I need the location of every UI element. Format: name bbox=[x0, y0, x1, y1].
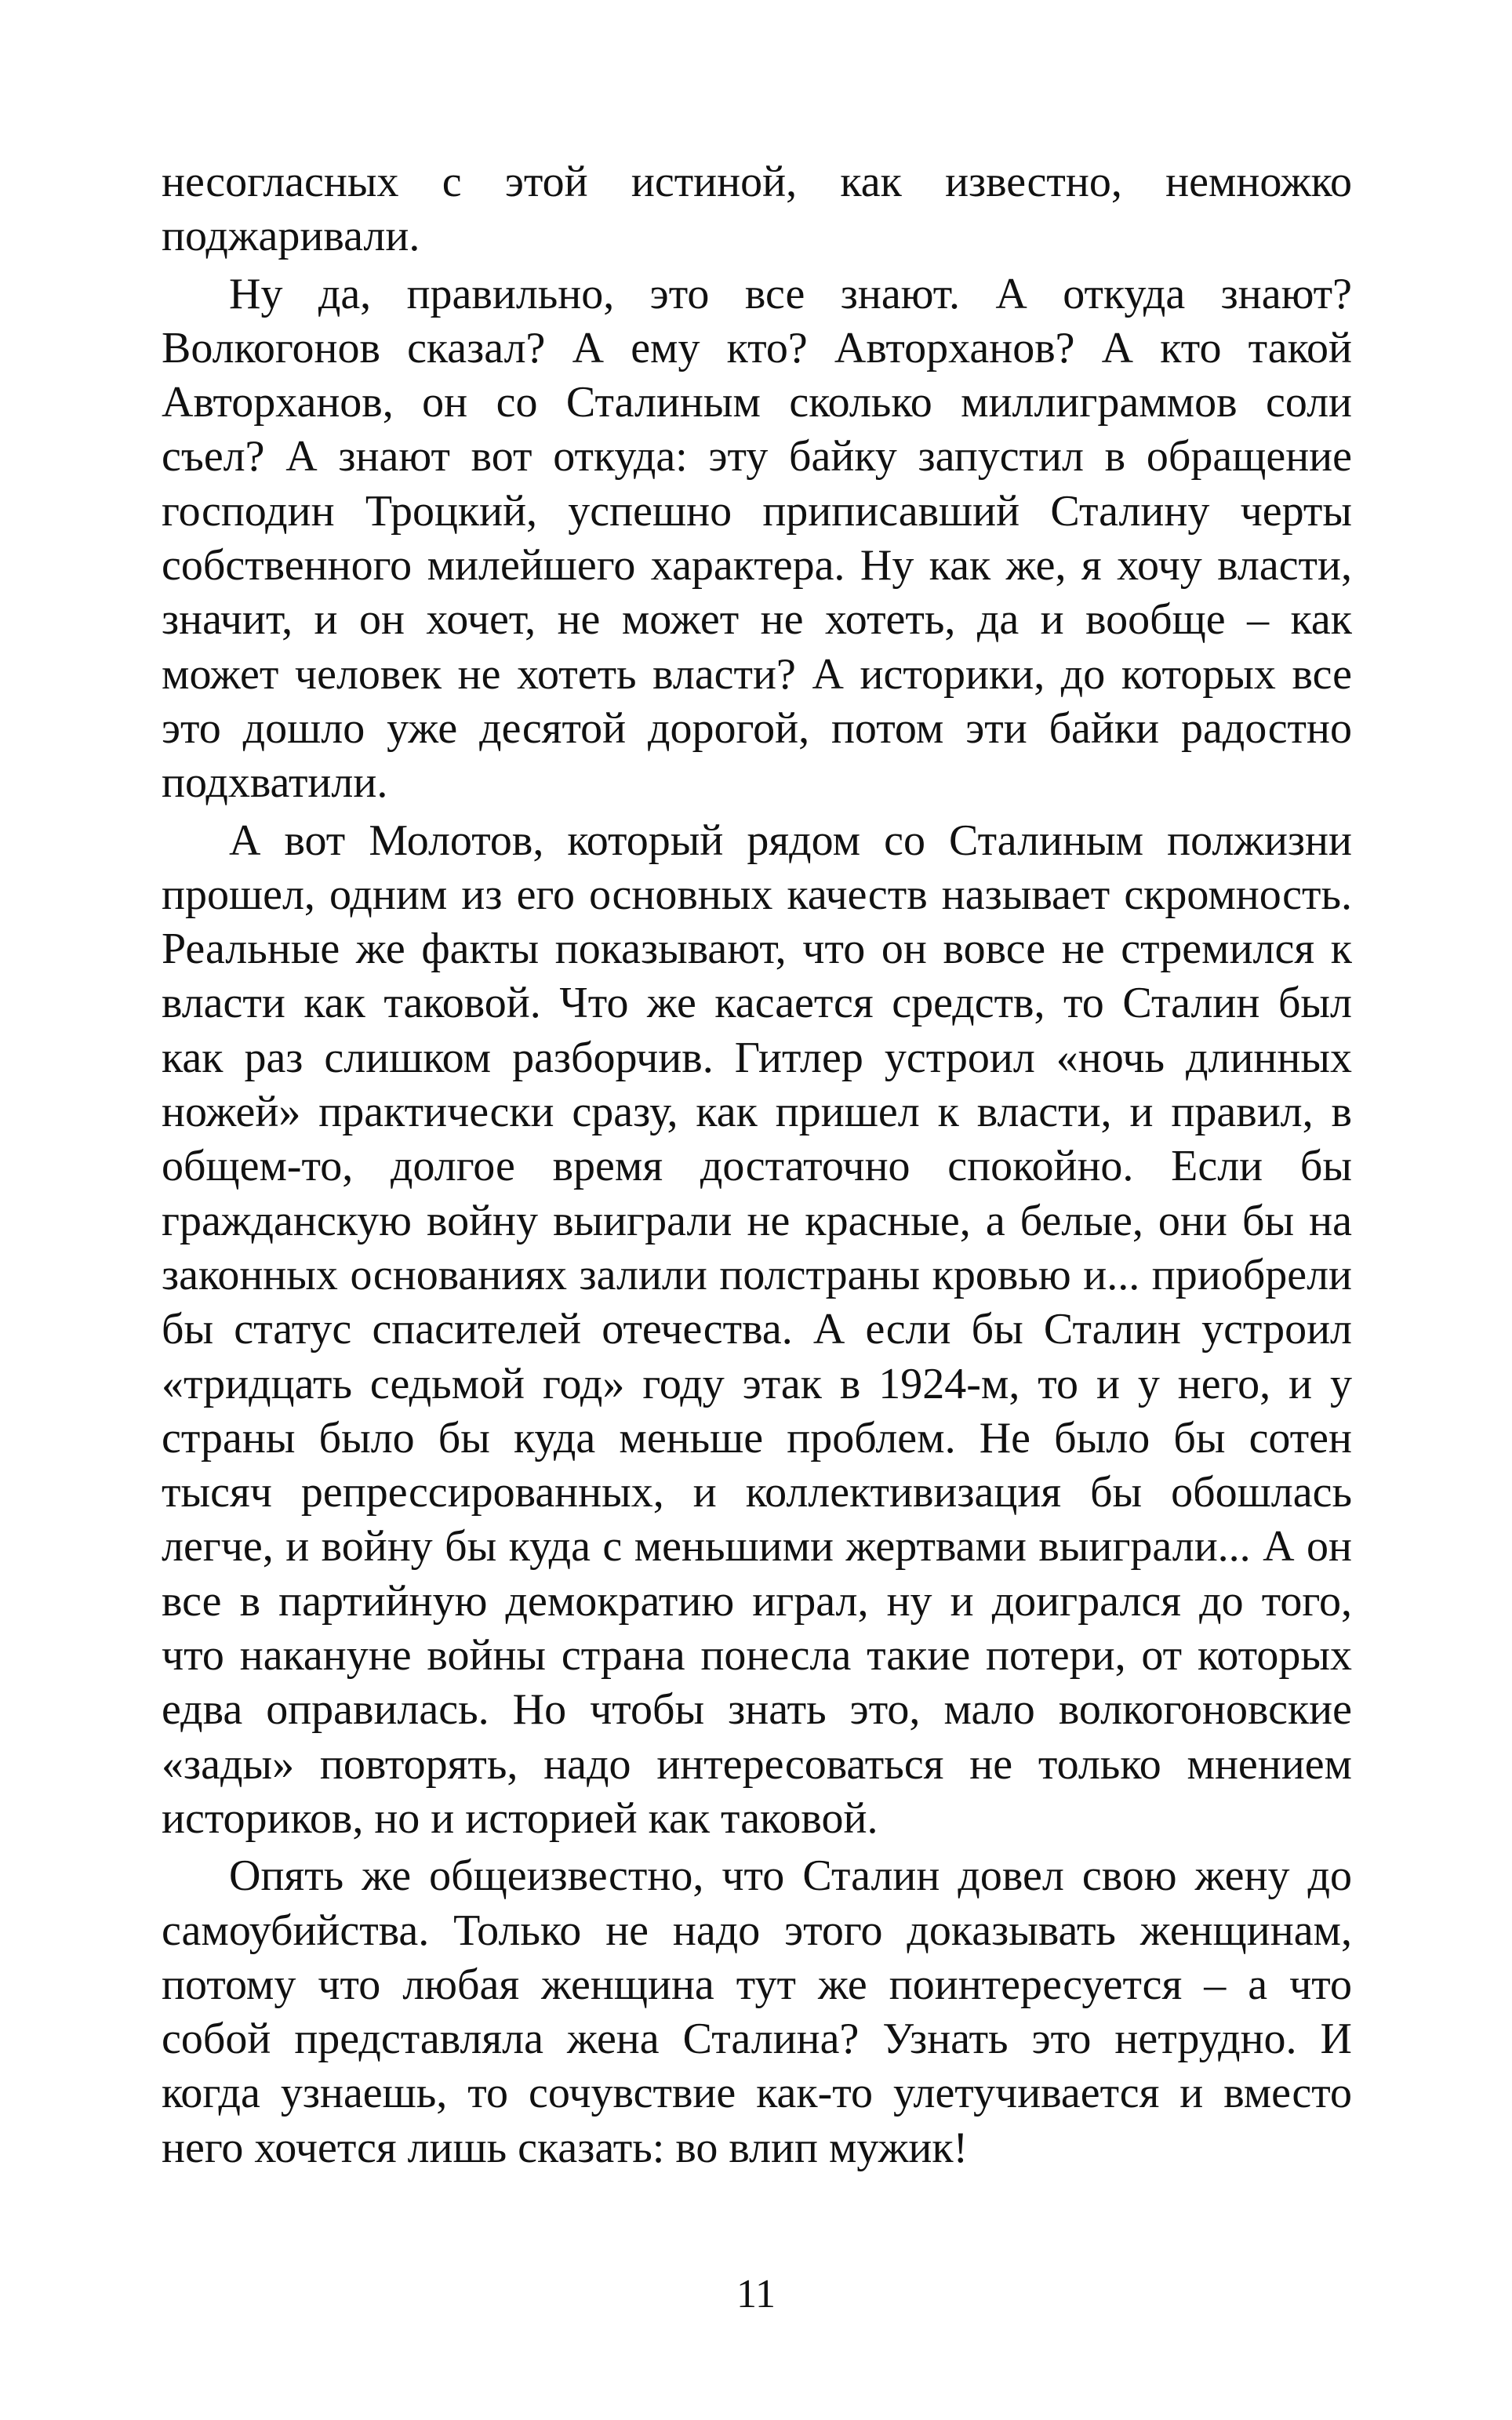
body-text bbox=[162, 155, 1352, 2175]
page-number: 11 bbox=[736, 2272, 776, 2316]
paragraph-2: Ну да, правильно, это все знают. А откуда знают? Волкогонов сказал? А ему кто? Авторханов? А кто такой Авторханов, он со Сталиным сколько миллиграммов соли съел? А знают вот откуда: эту байку запустил в обращение господин Троцкий, успешно приписавший Сталину черты собственного милейшего характера. Ну как же, я хочу власти, значит, и он хочет, не может не хотеть, да и вообще – как может человек не хотеть власти? А историки, до которых все это дошло уже десятой дорогой, потом эти байки радостно подхватили. bbox=[162, 269, 1352, 808]
paragraph-3: А вот Молотов, который рядом со Сталиным полжизни прошел, одним из его основных качеств называет скромность. Реальные же факты показывают, что он вовсе не стремился к власти как таковой. Что же касается средств, то Сталин был как раз слишком разборчив. Гитлер устроил «ночь длинных ножей» практически сразу, как пришел к власти, и правил, в общем-то, долгое время достаточно спокойно. Если бы гражданскую войну выиграли не красные, а белые, они бы на законных основаниях залили полстраны кровью и... приобрели бы статус спасителей отечества. А если бы Сталин устроил «тридцать седьмой год» году этак в 1924-м, то и у него, и у страны было бы куда меньше проблем. Не было бы сотен тысяч репрессированных, и коллективизация бы обошлась легче, и войну бы куда с меньшими жертвами выиграли... А он все в партийную демократию играл, ну и доигрался до того, что накануне войны страна понесла такие потери, от которых едва оправилась. Но чтобы знать это, мало волкогоновские «зады» повторять, надо интересоваться не только мнением историков, но и историей как таковой. bbox=[162, 816, 1352, 1843]
paragraph-1: несогласных с этой истиной, как известно, немножко поджаривали. bbox=[162, 158, 1352, 261]
paragraph-4: Опять же общеизвестно, что Сталин довел свою жену до самоубийства. Только не надо этого доказывать женщинам, потому что любая женщина тут же поинтересуется – а что собой представляла жена Сталина? Узнать это нетрудно. И когда узнаешь, то сочувствие как-то улетучивается и вместо него хочется лишь сказать: во влип мужик! bbox=[162, 1851, 1352, 2172]
